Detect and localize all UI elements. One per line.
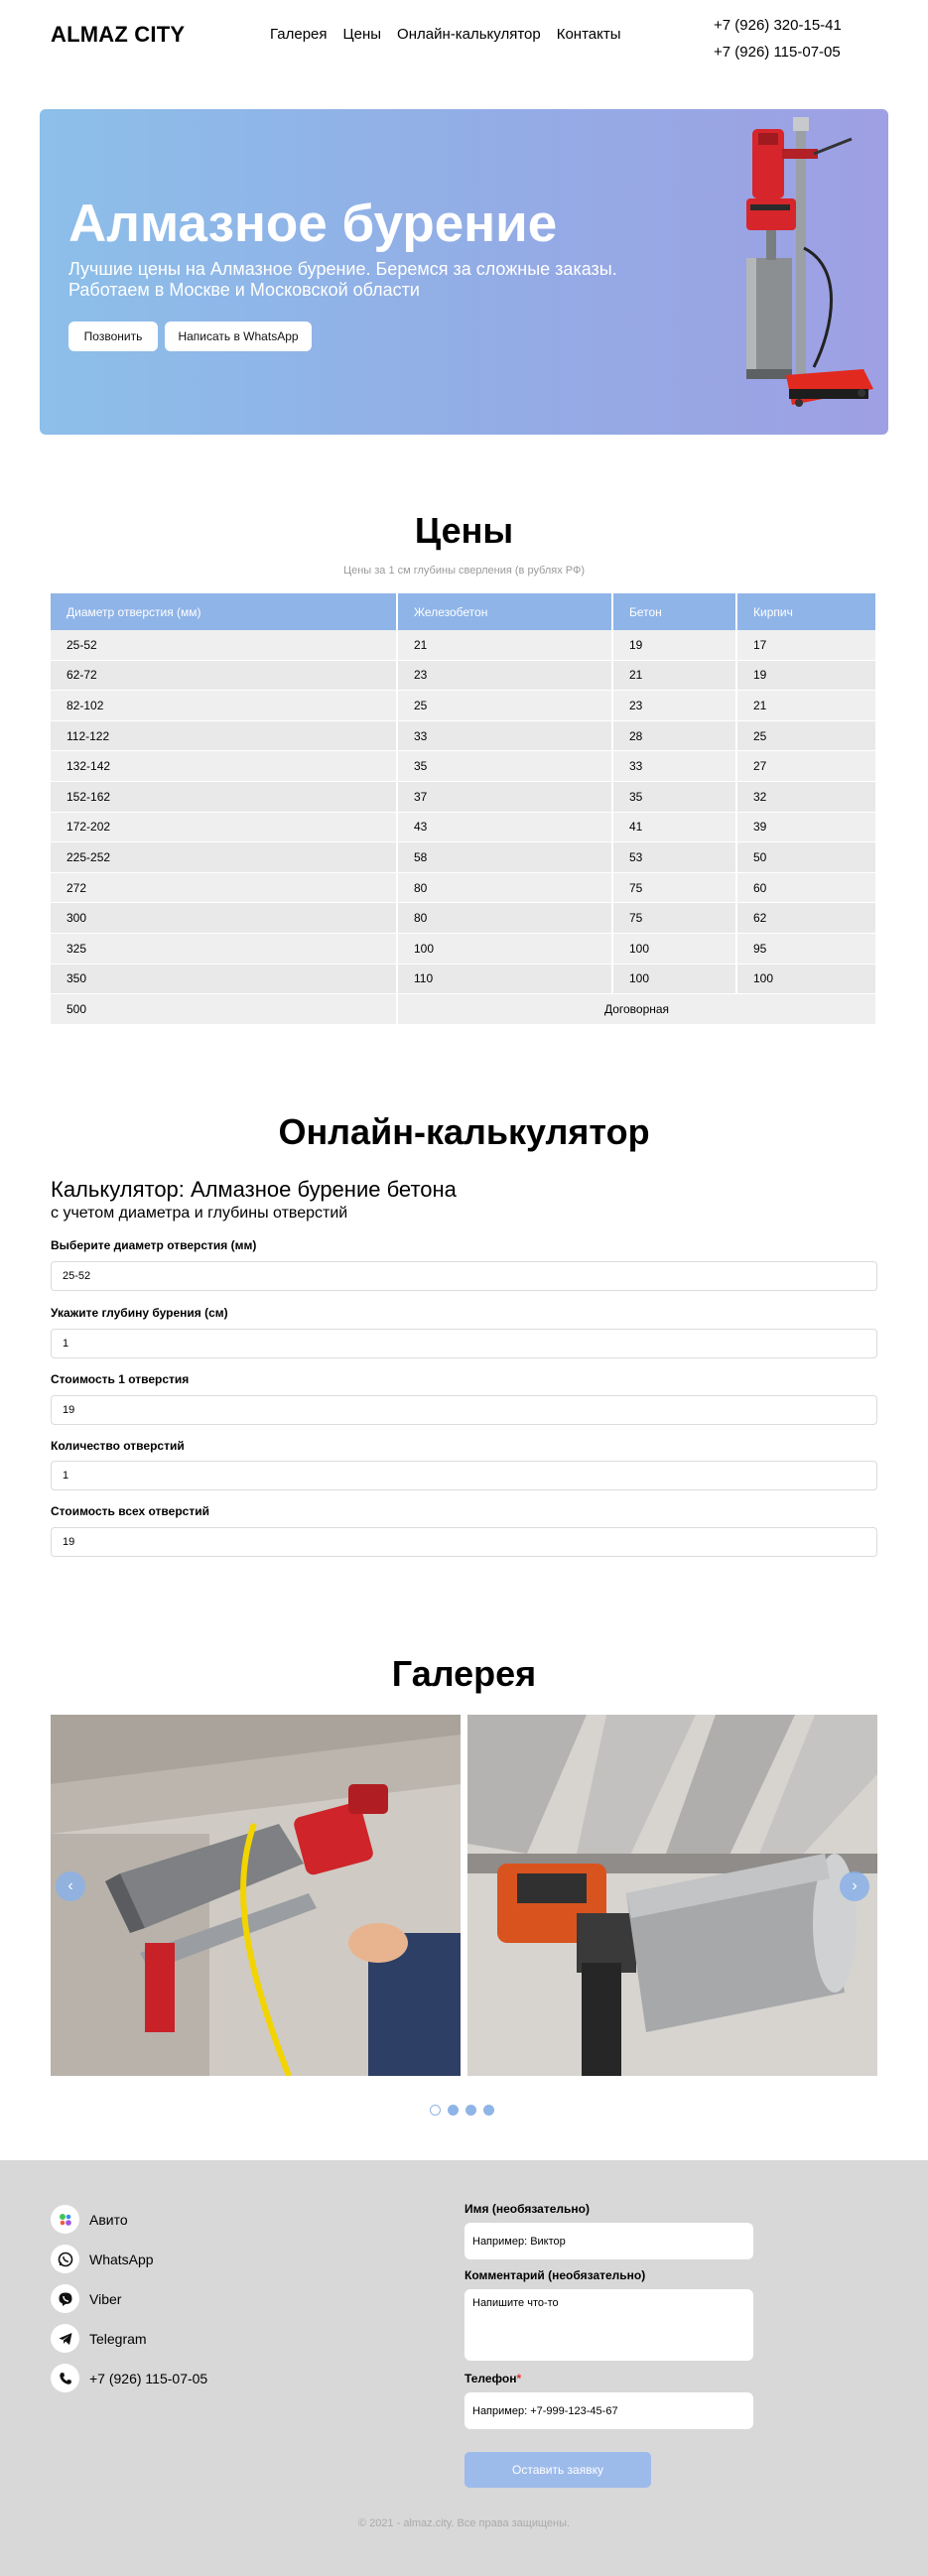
nav-gallery[interactable]: Галерея — [270, 26, 328, 43]
table-cell: 325 — [51, 934, 398, 965]
gallery-dot-1[interactable] — [430, 2105, 441, 2116]
hero-title: Алмазное бурение — [68, 194, 558, 253]
table-cell: 28 — [613, 721, 737, 752]
table-cell: 21 — [398, 630, 613, 661]
total-cost-label: Стоимость всех отверстий — [51, 1504, 209, 1518]
table-cell: 19 — [613, 630, 737, 661]
gallery-dot-2[interactable] — [448, 2105, 459, 2116]
table-row — [51, 630, 877, 661]
column-header: Кирпич — [737, 593, 877, 630]
table-cell: 225-252 — [51, 842, 398, 873]
table-cell: 272 — [51, 873, 398, 904]
table-row — [51, 842, 877, 873]
gallery-pagination — [430, 2105, 494, 2116]
drill-rig-image — [675, 109, 888, 435]
price-table — [51, 593, 877, 1025]
table-cell: 23 — [398, 661, 613, 692]
table-cell: 132-142 — [51, 751, 398, 782]
table-row — [51, 873, 877, 904]
name-input[interactable]: Например: Виктор — [464, 2223, 753, 2259]
contact-label: Авито — [89, 2211, 128, 2228]
table-cell: 19 — [737, 661, 877, 692]
table-cell: 80 — [398, 903, 613, 934]
gallery-photo-pipe-drilling — [467, 1715, 877, 2076]
table-cell: 50 — [737, 842, 877, 873]
table-cell: 21 — [613, 661, 737, 692]
contact-telegram[interactable] — [51, 2324, 147, 2353]
table-cell: 21 — [737, 691, 877, 721]
table-cell: 23 — [613, 691, 737, 721]
table-cell: 100 — [613, 934, 737, 965]
table-row-negotiable — [51, 994, 877, 1025]
table-cell: 100 — [613, 965, 737, 995]
copyright: © 2021 - almaz.city. Все права защищены. — [357, 2517, 571, 2529]
quantity-label: Количество отверстий — [51, 1439, 185, 1453]
contact-label: WhatsApp — [89, 2251, 154, 2267]
table-row — [51, 661, 877, 692]
table-cell: 53 — [613, 842, 737, 873]
table-cell: 60 — [737, 873, 877, 904]
call-button[interactable]: Позвонить — [68, 322, 158, 351]
gallery-title: Галерея — [391, 1653, 537, 1694]
table-row — [51, 751, 877, 782]
unit-cost-label: Стоимость 1 отверстия — [51, 1372, 190, 1386]
table-row — [51, 813, 877, 843]
table-cell: 27 — [737, 751, 877, 782]
table-row — [51, 934, 877, 965]
nav-prices[interactable]: Цены — [342, 26, 382, 43]
table-cell: 41 — [613, 813, 737, 843]
table-cell: 35 — [613, 782, 737, 813]
table-cell: 350 — [51, 965, 398, 995]
whatsapp-button[interactable]: Написать в WhatsApp — [165, 322, 312, 351]
gallery-photo-wall-drilling — [51, 1715, 461, 2076]
gallery-prev-arrow[interactable]: ‹ — [56, 1871, 85, 1901]
contact-label: Viber — [89, 2290, 122, 2307]
negotiable-price-cell: Договорная — [398, 994, 877, 1025]
gallery-dot-4[interactable] — [483, 2105, 494, 2116]
column-header: Бетон — [613, 593, 737, 630]
calculator-subheading: с учетом диаметра и глубины отверстий — [51, 1205, 348, 1222]
nav-contacts[interactable]: Контакты — [556, 26, 621, 43]
phone-link-1[interactable]: +7 (926) 320-15-41 — [714, 17, 842, 34]
table-cell: 152-162 — [51, 782, 398, 813]
table-cell: 100 — [398, 934, 613, 965]
depth-input[interactable]: 1 — [51, 1329, 877, 1358]
contact-label: +7 (926) 115-07-05 — [89, 2370, 208, 2386]
table-cell: 17 — [737, 630, 877, 661]
table-header-row — [51, 593, 877, 630]
prices-title: Цены — [414, 510, 514, 551]
table-cell: 33 — [398, 721, 613, 752]
table-row — [51, 965, 877, 995]
table-cell: 33 — [613, 751, 737, 782]
phone-label — [464, 2372, 521, 2385]
table-cell: 80 — [398, 873, 613, 904]
unit-cost-field[interactable]: 19 — [51, 1395, 877, 1425]
table-cell: 25 — [737, 721, 877, 752]
avito-icon — [51, 2205, 79, 2234]
phone-icon — [51, 2364, 79, 2392]
table-cell: 43 — [398, 813, 613, 843]
quantity-input[interactable]: 1 — [51, 1461, 877, 1490]
comment-textarea[interactable]: Напишите что-то — [464, 2289, 753, 2361]
column-header: Железобетон — [398, 593, 613, 630]
table-cell: 35 — [398, 751, 613, 782]
submit-request-button[interactable]: Оставить заявку — [464, 2452, 651, 2488]
table-cell: 58 — [398, 842, 613, 873]
comment-label: Комментарий (необязательно) — [464, 2268, 646, 2282]
main-nav — [270, 26, 621, 43]
telegram-icon — [51, 2324, 79, 2353]
total-cost-field[interactable]: 19 — [51, 1527, 877, 1557]
contact-phone[interactable] — [51, 2364, 207, 2392]
calculator-title: Онлайн-калькулятор — [278, 1111, 650, 1152]
prices-subtitle: Цены за 1 см глубины сверления (в рублях РФ) — [342, 565, 586, 577]
gallery-dot-3[interactable] — [465, 2105, 476, 2116]
contact-avito[interactable] — [51, 2205, 128, 2234]
table-cell: 62 — [737, 903, 877, 934]
table-cell: 75 — [613, 873, 737, 904]
table-cell: 300 — [51, 903, 398, 934]
diameter-label: Выберите диаметр отверстия (мм) — [51, 1238, 257, 1252]
table-row — [51, 782, 877, 813]
table-cell: 75 — [613, 903, 737, 934]
required-mark: * — [516, 2372, 522, 2385]
calculator-heading: Калькулятор: Алмазное бурение бетона — [51, 1177, 457, 1202]
diameter-select[interactable]: 25-52 — [51, 1261, 877, 1291]
table-cell: 25 — [398, 691, 613, 721]
table-cell: 500 — [51, 994, 398, 1025]
name-label: Имя (необязательно) — [464, 2202, 590, 2216]
phone-label-text: Телефон — [464, 2372, 517, 2385]
table-cell: 112-122 — [51, 721, 398, 752]
table-cell: 39 — [737, 813, 877, 843]
table-cell: 37 — [398, 782, 613, 813]
phone-link-2[interactable]: +7 (926) 115-07-05 — [714, 44, 841, 61]
depth-label: Укажите глубину бурения (см) — [51, 1306, 228, 1320]
logo[interactable]: ALMAZ CITY — [51, 22, 186, 47]
whatsapp-icon — [51, 2245, 79, 2273]
contact-viber[interactable] — [51, 2284, 121, 2313]
hero-subtitle: Лучшие цены на Алмазное бурение. Беремся за сложные заказы. Работаем в Москве и Московской области — [68, 259, 617, 300]
header-phones — [714, 12, 842, 65]
table-row — [51, 691, 877, 721]
table-cell: 100 — [737, 965, 877, 995]
table-cell: 32 — [737, 782, 877, 813]
table-cell: 25-52 — [51, 630, 398, 661]
contact-label: Telegram — [89, 2330, 147, 2347]
contact-whatsapp[interactable] — [51, 2245, 154, 2273]
hero-banner — [40, 109, 888, 435]
table-row — [51, 721, 877, 752]
table-cell: 110 — [398, 965, 613, 995]
table-row — [51, 903, 877, 934]
table-cell: 95 — [737, 934, 877, 965]
phone-input[interactable]: Например: +7-999-123-45-67 — [464, 2392, 753, 2429]
table-cell: 172-202 — [51, 813, 398, 843]
column-header: Диаметр отверстия (мм) — [51, 593, 398, 630]
table-cell: 62-72 — [51, 661, 398, 692]
price-table-body — [51, 630, 877, 1025]
nav-calculator[interactable]: Онлайн-калькулятор — [397, 26, 541, 43]
table-cell: 82-102 — [51, 691, 398, 721]
gallery-next-arrow[interactable]: › — [840, 1871, 869, 1901]
viber-icon — [51, 2284, 79, 2313]
